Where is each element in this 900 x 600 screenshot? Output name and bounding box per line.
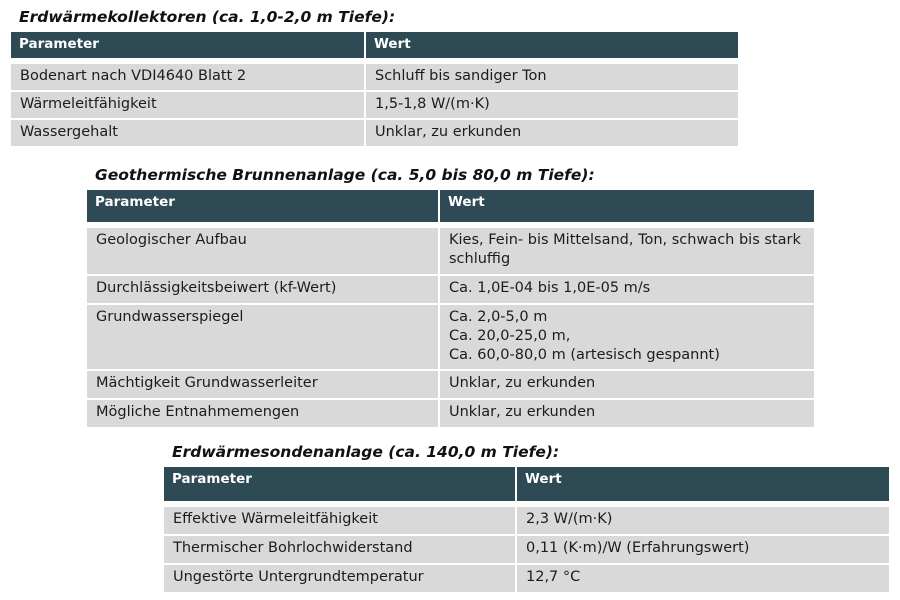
value-cell: Unklar, zu erkunden: [440, 400, 814, 429]
table-row: [164, 565, 889, 594]
value-cell: Ca. 2,0-5,0 m Ca. 20,0-25,0 m, Ca. 60,0-80,0 m (artesisch gespannt): [440, 305, 814, 371]
parameter-table: [87, 190, 814, 429]
table-row: [11, 120, 738, 148]
parameter-cell: Mächtigkeit Grundwasserleiter: [87, 371, 440, 400]
parameter-cell: Bodenart nach VDI4640 Blatt 2: [11, 64, 366, 92]
header-parameter: Parameter: [87, 190, 440, 228]
header-wert: Wert: [366, 32, 738, 64]
parameter-table: [164, 467, 889, 594]
parameter-cell: Mögliche Entnahmemengen: [87, 400, 440, 429]
table-row: [11, 64, 738, 92]
header-wert: Wert: [440, 190, 814, 228]
value-cell: 12,7 °C: [517, 565, 889, 594]
value-cell: 0,11 (K·m)/W (Erfahrungswert): [517, 536, 889, 565]
parameter-cell: Wärmeleitfähigkeit: [11, 92, 366, 120]
value-cell: Unklar, zu erkunden: [440, 371, 814, 400]
section-title: Erdwärmekollektoren (ca. 1,0-2,0 m Tiefe):: [19, 8, 396, 26]
section-brunnenanlage: [87, 164, 814, 429]
parameter-cell: Effektive Wärmeleitfähigkeit: [164, 507, 517, 536]
table-header-row: [11, 32, 738, 64]
table-header-row: [87, 190, 814, 228]
section-title: Geothermische Brunnenanlage (ca. 5,0 bis 80,0 m Tiefe):: [95, 166, 595, 184]
value-cell: 2,3 W/(m·K): [517, 507, 889, 536]
table-header-row: [164, 467, 889, 507]
parameter-cell: Geologischer Aufbau: [87, 228, 440, 276]
table-row: [164, 536, 889, 565]
value-cell: 1,5-1,8 W/(m·K): [366, 92, 738, 120]
table-row: [87, 228, 814, 276]
parameter-cell: Durchlässigkeitsbeiwert (kf-Wert): [87, 276, 440, 305]
value-cell: Ca. 1,0E-04 bis 1,0E-05 m/s: [440, 276, 814, 305]
table-row: [87, 371, 814, 400]
section-erdwaermekollektoren: [11, 6, 738, 148]
parameter-table: [11, 32, 738, 148]
section-title: Erdwärmesondenanlage (ca. 140,0 m Tiefe):: [172, 443, 560, 461]
parameter-cell: Grundwasserspiegel: [87, 305, 440, 371]
table-row: [87, 400, 814, 429]
header-parameter: Parameter: [11, 32, 366, 64]
value-cell: Schluff bis sandiger Ton: [366, 64, 738, 92]
table-row: [164, 507, 889, 536]
header-wert: Wert: [517, 467, 889, 507]
header-parameter: Parameter: [164, 467, 517, 507]
value-cell: Unklar, zu erkunden: [366, 120, 738, 148]
table-row: [87, 305, 814, 371]
parameter-cell: Thermischer Bohrlochwiderstand: [164, 536, 517, 565]
value-cell: Kies, Fein- bis Mittelsand, Ton, schwach bis stark schluffig: [440, 228, 814, 276]
parameter-cell: Ungestörte Untergrundtemperatur: [164, 565, 517, 594]
table-row: [11, 92, 738, 120]
parameter-cell: Wassergehalt: [11, 120, 366, 148]
table-row: [87, 276, 814, 305]
section-erdwaermesondenanlage: [164, 441, 889, 594]
